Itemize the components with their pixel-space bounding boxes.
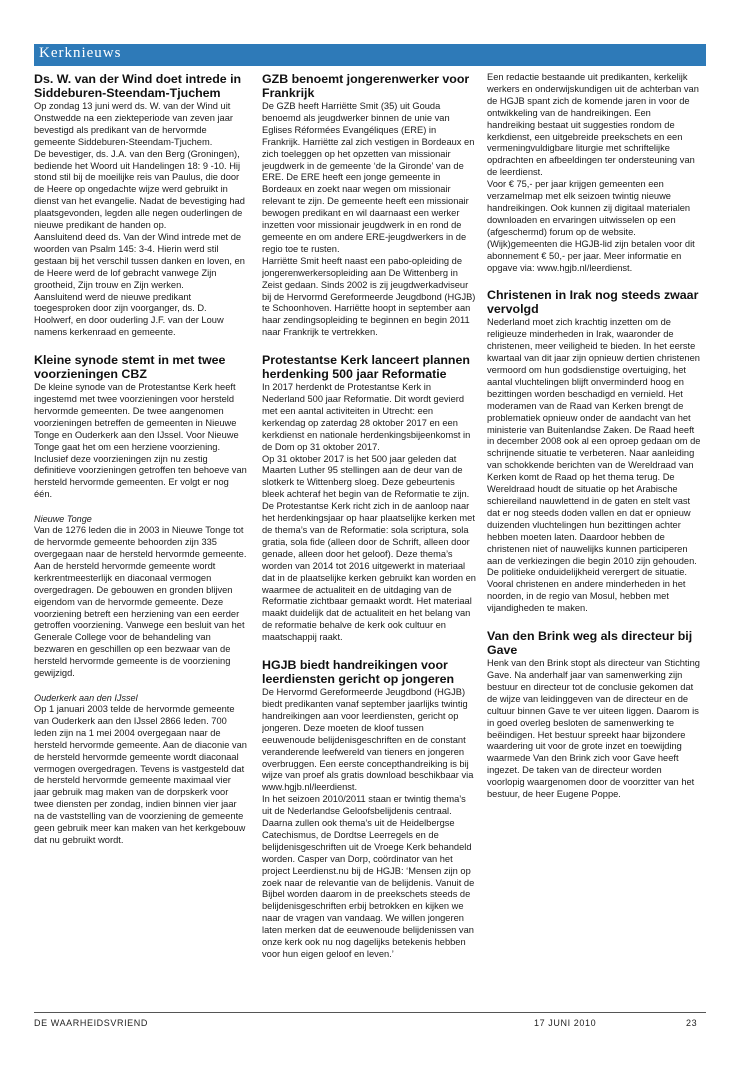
paragraph: Op zondag 13 juni werd ds. W. van der Wind uit Onstwedde na een ziekteperiode van zeven jaar bevestigd als predikant van de hervormde gemeente Siddeburen-Steendam-Tjuchem. — [34, 101, 233, 147]
article-title: Protestantse Kerk lanceert plannen herdenking 500 jaar Reformatie — [262, 353, 470, 382]
paragraph: Voor € 75,- per jaar krijgen gemeenten een verzamelmap met elk seizoen twintig nieuwe handreikingen. Ook kunnen zij digitaal materialen downloaden en ervaringen uitwisselen op een (afgeschermd) forum op de website. (Wijk)gemeenten die HGJB-lid zijn betalen voor dit abonnement € 50,- per jaar. Meer informatie en opgave via: www.hgjb.nl/leerdienst. — [487, 179, 695, 273]
article-gzb — [262, 72, 476, 339]
column-2 — [262, 72, 476, 1012]
article-wind — [34, 72, 248, 339]
paragraph: De Hervormd Gereformeerde Jeugdbond (HGJB) biedt predikanten vanaf september jaarlijks twintig handreikingen aan voor leerdiensten, gericht op jongeren. Deze moeten de kloof tussen eeuwenoude belijdenisgeschriften en de constant veranderende leefwereld van tieners en jongeren overbruggen. Een eerste concepthandreiking is bij wijze van proef als gratis download beschikbaar via www.hgjb.nl/leerdienst. — [262, 687, 474, 793]
footer-publication: DE WAARHEIDSVRIEND — [34, 1018, 148, 1028]
column-3 — [487, 72, 701, 1012]
article-title: HGJB biedt handreikingen voor leerdiensten gericht op jongeren — [262, 658, 455, 687]
footer-date: 17 JUNI 2010 — [534, 1018, 597, 1028]
section-title: Kerknieuws — [39, 45, 122, 61]
paragraph: In 2017 herdenkt de Protestantse Kerk in Nederland 500 jaar Reformatie. Dit wordt gevierd met een aantal activiteiten in Utrecht: een kerkendag op zaterdag 28 oktober 2017 en een kerkdienst en nationale herdenkingsbijeenkomst in de Dom op 31 oktober 2017. — [262, 382, 471, 452]
paragraph: Een redactie bestaande uit predikanten, kerkelijk werkers en onderwijskundigen uit de achterban van de HGJB spant zich de komende jaren in voor de ontwikkeling van de handreikingen. Een handreiking bestaat uit suggesties rondom de kerkdienst, een uitgebreide preekschets en een vermeningvuldigbare liturgie met schriftelijke opdrachten en afbeeldingen ter ondersteuning van de leerdienst. — [487, 72, 699, 178]
article-title: Van den Brink weg als directeur bij Gave — [487, 629, 693, 658]
footer-divider — [34, 1012, 706, 1013]
paragraph: De GZB heeft Harriëtte Smit (35) uit Gouda benoemd als jeugdwerker binnen de unie van Eglises Réformées Evangéliques (ERE) in Frankrijk. Harriëtte zal zich vestigen in Bordeaux en zich toeleggen op het opzetten van missionair jeugdwerk in de gemeente ‘de la Gironde’ van de ERE. De ERE heeft een jonge gemeente in Bordeaux en zoekt naar wegen om missionair relevant te zijn. De gemeente heeft een missionair bewogen predikant en wil daarnaast een werker inzetten voor missionair jeugdwerk in en rond de gemeente en om andere ERE-jeugdwerkers in de regio toe te rusten. — [262, 101, 475, 254]
paragraph: In het seizoen 2010/2011 staan er twintig thema’s uit de Nederlandse Geloofsbelijdenis centraal. Daarna zullen ook thema’s uit de Heidelbergse Catechismus, de Dordtse Leerregels en de belijdenisgeschriften uit de Vroege Kerk behandeld worden. Casper van Dorp, coördinator van het project Leerdienst.nu bij de HGJB: ‘Mensen zijn op zoek naar de relevantie van de belijdenis. Vanuit de Bijbel worden daarom in de preekschets steeds de belijdenisgeschriften erbij betrokken en kijken we naar de vragen van vandaag. We willen jongeren laten merken dat de eeuwenoude belijdenissen van onze kerk ook nu nog dagelijks betekenis hebben voor hun eigen geloof en leven.’ — [262, 794, 475, 959]
article-reformatie — [262, 353, 476, 644]
paragraph: De bevestiger, ds. J.A. van den Berg (Groningen), bediende het Woord uit Handelingen 18: 9 -10. Hij stond stil bij de moeilijke reis van Paulus, die door de Heere op ongedachte wijze werd gebruikt in dienst van het evangelie. Nadat de bevestiging had plaatsgevonden, legden alle negen ouderlingen de nieuwe predikant de handen op. — [34, 148, 245, 231]
article-synode — [34, 353, 248, 847]
article-hgjb — [262, 658, 476, 961]
paragraph: Nederland moet zich krachtig inzetten om de religieuze minderheden in Irak, waaronder de christenen, meer veiligheid te bieden. In het eerste kwartaal van dit jaar zijn opnieuw dertien christenen vermoord om hun godsdienstige overtuiging, het aantal vluchtelingen blijft onverminderd hoog en bezittingen worden beschadigd en vernield. Het moderamen van de Raad van Kerken brengt de problematiek opnieuw onder de aandacht van het ministerie van Buitenlandse Zaken. De Raad heeft in december 2008 ook al een oproep gedaan om de schrijnende situatie te verbeteren. Naar aanleiding van schokkende berichten van de Wereldraad van Kerken komt de Raad op het thema terug. De Wereldraad houdt de situatie op het Arabische schiereiland nauwlettend in de gaten en stelt vast dat er nog steeds doden vallen en dat er opnieuw duizenden vluchtelingen hun bezittingen achter hebben moeten laten. Daardoor hebben de christenen niet of nauwelijks kunnen participeren aan de verkiezingen die begin 2010 zijn gehouden. De politieke onduidelijkheid verergert de situatie. Vooral christenen en andere minderheden in het noorden, in de regio van Mosul, hebben met vijandigheden te maken. — [487, 317, 701, 614]
paragraph: Op 31 oktober 2017 is het 500 jaar geleden dat Maarten Luther 95 stellingen aan de deur van de slotkerk te Wittenberg sloeg. Deze gebeurtenis bleek achteraf het begin van de Reformatie te zijn. De Protestantse Kerk richt zich in de aanloop naar het herdenkingsjaar op haar plaatselijke kerken met de thema’s van de Reformatie: sola scriptura, sola gratia, sola fide (alleen door de Schrift, alleen door genade, alleen door het geloof). Deze thema’s worden van 2014 tot 2016 uitgewerkt in materiaal dat in de plaatselijke kerken gebruikt kan worden en waarmee de actualiteit en de uitdaging van de Reformatie zichtbaar gemaakt wordt. Het materiaal maakt duidelijk dat de actualiteit en het belang van de reformatie behalve de kerk ook cultuur en maatschappij raakt. — [262, 453, 476, 643]
section-banner — [34, 44, 706, 66]
paragraph: Henk van den Brink stopt als directeur van Stichting Gave. Na anderhalf jaar van samenwerking zijn bestuur en directeur tot de conclusie gekomen dat de wijze van leidinggeven van de directeur en de cultuur binnen Gave te ver uiteen liggen. Daarom is in goed overleg besloten de samenwerking te beëindigen. Het bestuur spreekt haar bijzondere waardering uit voor de grote inzet en toewijding waarmede Van den Brink zich voor Gave heeft ingezet. De taken van de directeur worden voorlopig waargenomen door de voorzitter van het bestuur, de heer Eugene Poppe. — [487, 658, 700, 800]
article-title: Kleine synode stemt in met twee voorzieningen CBZ — [34, 353, 226, 382]
page-number: 23 — [686, 1018, 698, 1028]
paragraph: Harriëtte Smit heeft naast een pabo-opleiding de jongerenwerkersopleiding aan De Wittenberg in Zeist gedaan. Sinds 2002 is zij jeugdwerkadviseur bij de Hervormd Gereformeerde Jeugdbond (HGJB) te Schoonhoven. Harriëtte hoopt in september aan haar zendingsopleiding te beginnen en begin 2011 naar Frankrijk te vertrekken. — [262, 255, 476, 338]
subheading: Ouderkerk aan den IJssel — [34, 692, 138, 703]
paragraph: Op 1 januari 2003 telde de hervormde gemeente van Ouderkerk aan den IJssel 2866 leden. 700 leden zijn na 1 mei 2004 overgegaan naar de hersteld hervormde gemeente. Aan de diaconie van de hersteld hervormde gemeente wordt diaconaal vermogen overgedragen. Tevens is vastgesteld dat de hersteld hervormde gemeente maximaal vier jaar gebruik mag maken van de dorpskerk voor twee diensten per zondag, indien binnen vier jaar na de vaststelling van de voorziening de gemeente geen gebruik meer kan maken van het kerkgebouw dat nu gebruikt wordt. — [34, 703, 247, 845]
article-irak — [487, 288, 701, 615]
article-title: Ds. W. van der Wind doet intrede in Siddeburen-Steendam-Tjuchem — [34, 72, 242, 100]
magazine-page — [34, 44, 706, 1068]
paragraph: De kleine synode van de Protestantse Kerk heeft ingestemd met twee voorzieningen voor hersteld hervormde gemeenten. De twee aangenomen voorzieningen betreffen de gemeenten in Nieuwe Tonge en Ouderkerk aan den IJssel. Voor Nieuwe Tonge gaat het om een herziene voorziening. Inclusief deze voorzieningen zijn nu zestig definitieve voorzieningen getroffen ten behoeve van hersteld hervormde gemeenten. Er volgt er nog één. — [34, 382, 247, 500]
article-title: Christenen in Irak nog steeds zwaar vervolgd — [487, 288, 699, 317]
paragraph: Van de 1276 leden die in 2003 in Nieuwe Tonge tot de hervormde gemeente behoorden zijn 335 overgegaan naar de hersteld hervormde gemeente. Aan de hersteld hervormde gemeente wordt kerkrentmeesterlijk en diaconaal vermogen overgedragen. De gebouwen en gronden blijven eigendom van de hervormde gemeente. Deze voorziening betreft een herziening van een eerder getroffen voorziening. Vanwege een besluit van het Generale College voor de behandeling van bezwaren en geschillen op een bezwaar van de hersteld hervormde gemeente is de voorziening gewijzigd. — [34, 525, 247, 679]
article-hgjb-continued — [487, 72, 701, 274]
paragraph: Aansluitend werd de nieuwe predikant toegesproken door zijn voorganger, ds. D. Hoolwerf, en door ouderling J.F. van der Louw namens kerkenraad en gemeente. — [34, 291, 224, 338]
column-1 — [34, 72, 248, 1012]
subheading: Nieuwe Tonge — [34, 514, 92, 525]
paragraph: Aansluitend deed ds. Van der Wind intrede met de woorden van Psalm 145: 3-4. Hierin werd stil gestaan bij het verschil tussen danken en loven, en de Heere werd de lof gebracht vanwege Zijn grootheid, Zijn trouw en Zijn werken. — [34, 231, 245, 290]
article-title: GZB benoemt jongerenwerker voor Frankrijk — [262, 72, 470, 100]
article-gave — [487, 629, 701, 801]
